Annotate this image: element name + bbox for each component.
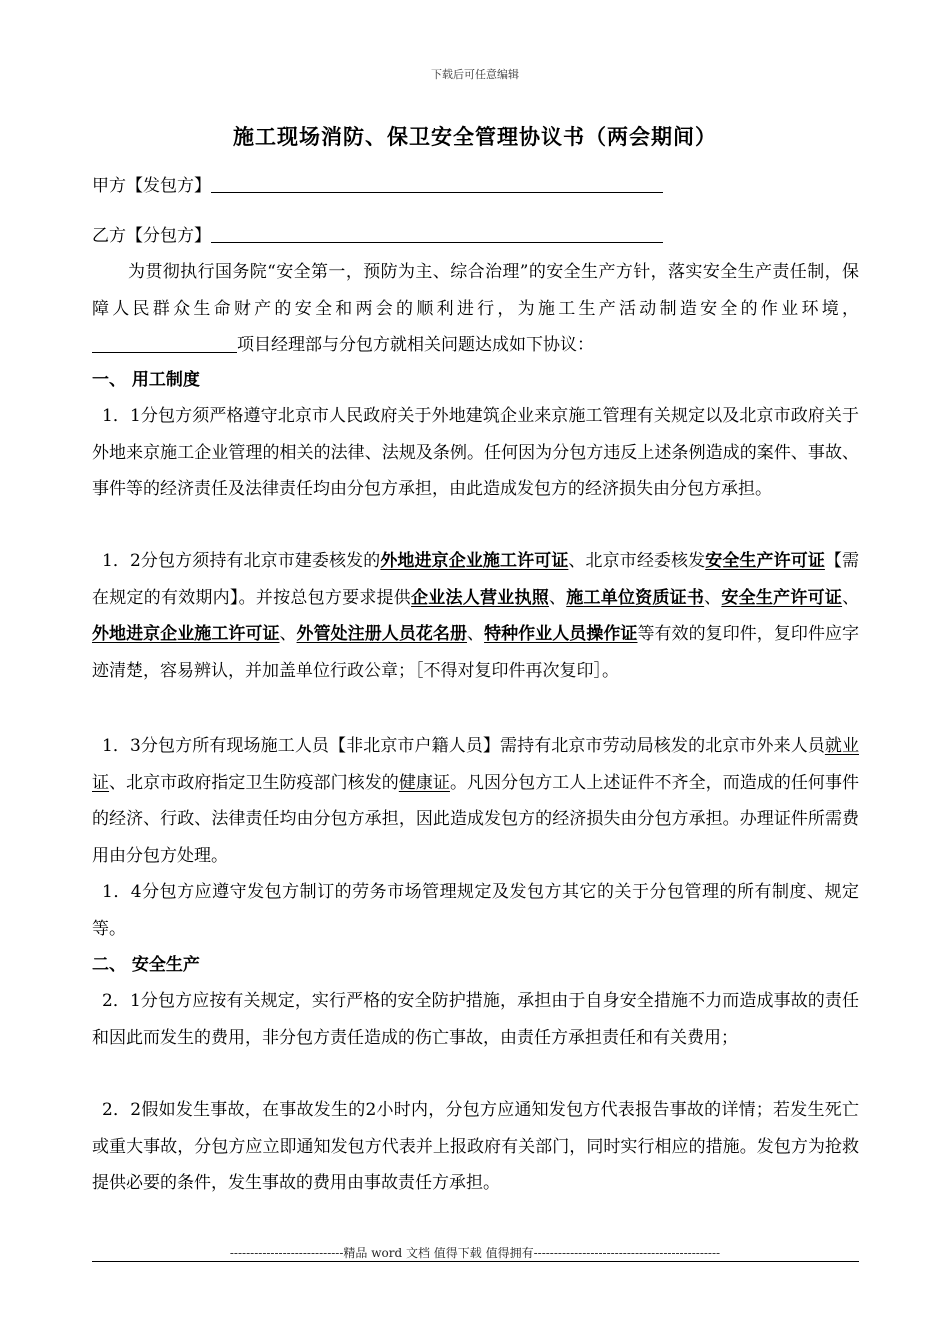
party-b-line bbox=[92, 222, 663, 250]
section-1-heading: 一、 用工制度 bbox=[92, 370, 200, 390]
clause-1-2-text: 、 bbox=[548, 587, 567, 608]
doc-name-underlined: 外地进京企业施工许可证 bbox=[92, 624, 280, 644]
intro-paragraph bbox=[92, 254, 859, 364]
doc-name-underlined: 企业法人营业执照 bbox=[411, 587, 549, 608]
clause-1-4: 1．4分包方应遵守发包方制订的劳务市场管理规定及发包方其它的关于分包管理的所有制度、规定等。 bbox=[92, 882, 859, 939]
doc-name-underlined: 安全生产许可证 bbox=[705, 551, 825, 571]
section-2-heading: 二、 安全生产 bbox=[92, 955, 200, 975]
clause-1-2-text: 1．2分包方须持有北京市建委核发的 bbox=[102, 551, 381, 571]
intro-text-1: 为贯彻执行国务院“安全第一，预防为主、综合治理”的安全生产方针，落实安全生产责任制，保障人民群众生命财产的安全和两会的顺利进行，为施工生产活动制造安全的作业环境， bbox=[92, 262, 859, 319]
clause-1-2-text: 、 bbox=[279, 624, 297, 644]
party-b-label: 乙方【分包方】 bbox=[92, 226, 211, 246]
clause-1-3 bbox=[92, 728, 859, 874]
clause-1-3-text: 、北京市政府指定卫生防疫部门核发的 bbox=[109, 772, 399, 793]
party-a-label: 甲方【发包方】 bbox=[92, 176, 211, 196]
party-a-blank bbox=[211, 174, 663, 193]
party-b-blank bbox=[211, 224, 663, 243]
clause-1-2-text: 等有效的复印件，复印件应字迹清楚，容易辨认，并加盖单位行政公章；［不得对复印件再次复印］。 bbox=[92, 624, 860, 681]
project-name-blank bbox=[92, 334, 237, 353]
doc-name-underlined: 健康证 bbox=[398, 772, 450, 793]
doc-name-underlined: 特种作业人员操作证 bbox=[484, 624, 638, 644]
clause-1-3-text: 1．3分包方所有现场施工人员【非北京市户籍人员】需持有北京市劳动局核发的北京市外来人员 bbox=[102, 736, 825, 756]
party-a-line bbox=[92, 172, 663, 200]
clause-1-2-text: 、 bbox=[842, 587, 860, 608]
header-note: 下载后可任意编辑 bbox=[431, 68, 519, 81]
clause-2-2: 2．2假如发生事故，在事故发生的2小时内，分包方应通知发包方代表报告事故的详情；若发生死亡或重大事故，分包方应立即通知发包方代表并上报政府有关部门，同时实行相应的措施。发包方为抢救提供必要的条件，发生事故的费用由事故责任方承担。 bbox=[92, 1100, 859, 1193]
clause-1-2-text: 、 bbox=[704, 587, 722, 608]
clause-1-2-text: 、北京市经委核发 bbox=[568, 551, 706, 571]
clause-1-2 bbox=[92, 543, 859, 689]
clause-2-1: 2．1分包方应按有关规定，实行严格的安全防护措施，承担由于自身安全措施不力而造成事故的责任和因此而发生的费用，非分包方责任造成的伤亡事故，由责任方承担责任和有关费用； bbox=[92, 991, 859, 1048]
doc-name-underlined: 外地进京企业施工许可证 bbox=[380, 551, 569, 571]
document-title: 施工现场消防、保卫安全管理协议书（两会期间） bbox=[233, 124, 717, 149]
clause-1-2-text: 【需在规定的有效期内】。并按总包方要求提供 bbox=[92, 551, 860, 608]
doc-name-underlined: 施工单位资质证书 bbox=[566, 587, 705, 608]
footer-note: ----------------------------精品 word 文档 值得下载 值得拥有---------------------------------------------- bbox=[229, 1246, 721, 1260]
clause-1-3-text: 。凡因分包方工人上述证件不齐全，而造成的任何事件的经济、行政、法律责任均由分包方承担，因此造成发包方的经济损失由分包方承担。办理证件所需费用由分包方处理。 bbox=[92, 772, 860, 866]
doc-name-underlined: 外管处注册人员花名册 bbox=[296, 624, 468, 644]
doc-name-underlined: 就业证 bbox=[92, 736, 859, 793]
clause-1-1: 1．1分包方须严格遵守北京市人民政府关于外地建筑企业来京施工管理有关规定以及北京市政府关于外地来京施工企业管理的相关的法律、法规及条例。任何因为分包方违反上述条例造成的案件、事故、事件等的经济责任及法律责任均由分包方承担，由此造成发包方的经济损失由分包方承担。 bbox=[92, 406, 859, 499]
footer-divider bbox=[92, 1261, 859, 1262]
clause-1-2-text: 、 bbox=[467, 624, 485, 644]
doc-name-underlined: 安全生产许可证 bbox=[721, 587, 843, 608]
intro-text-2: 项目经理部与分包方就相关问题达成如下协议： bbox=[237, 335, 594, 355]
